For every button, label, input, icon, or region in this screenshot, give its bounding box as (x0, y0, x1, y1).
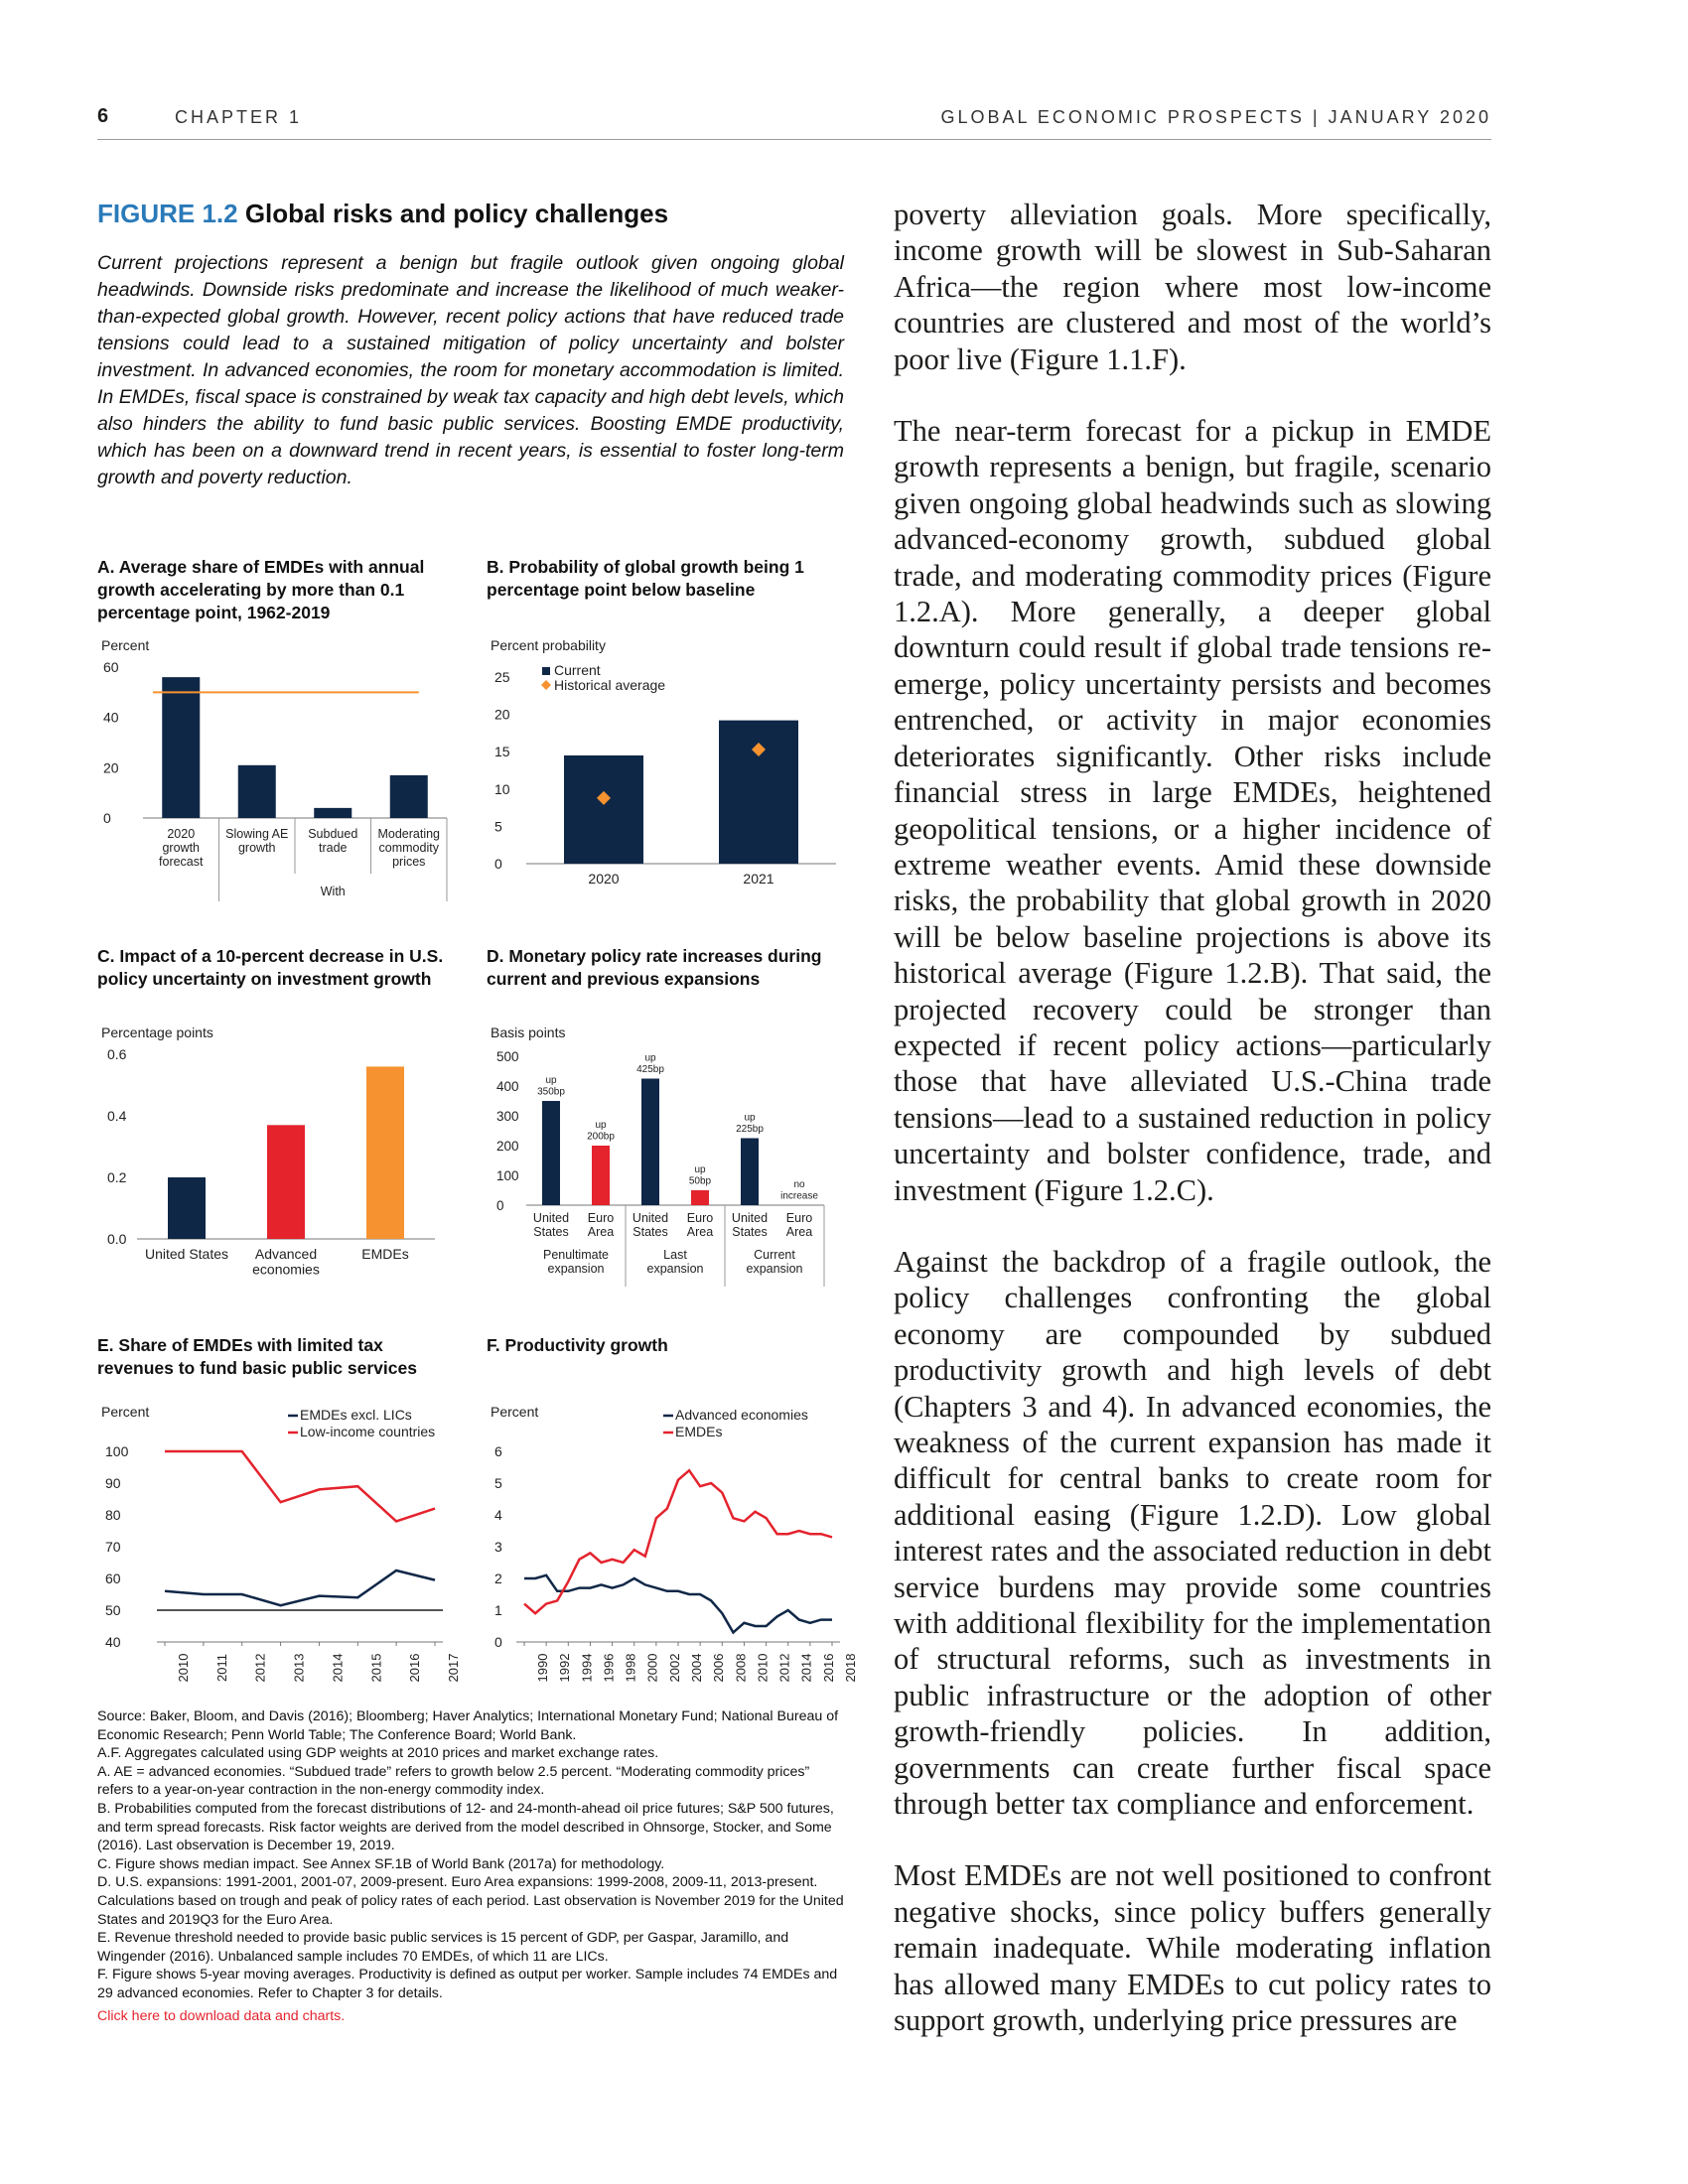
y-tick-label: 80 (105, 1507, 121, 1523)
x-tick-label: 1992 (557, 1653, 573, 1683)
y-tick-label: 200 (496, 1139, 519, 1154)
bar-current (719, 721, 798, 864)
x-tick-label: 2006 (711, 1653, 727, 1683)
y-tick-label: 500 (496, 1049, 519, 1064)
body-text (894, 197, 1491, 2075)
category-label: 2021 (743, 871, 774, 887)
group-label: Current expansion (746, 1248, 803, 1276)
note-c: C. Figure shows median impact. See Annex SF.1B of World Bank (2017a) for methodology. (97, 1855, 665, 1872)
bar (168, 1177, 206, 1239)
y-tick-label: 0 (496, 1198, 504, 1213)
x-tick-label: 2000 (644, 1653, 660, 1683)
x-tick-label: 2011 (213, 1654, 229, 1682)
x-tick-label: 2012 (776, 1653, 792, 1683)
category-label: 2020 (588, 871, 620, 887)
note-source: Source: Baker, Bloom, and Davis (2016); Bloomberg; Haver Analytics; International Monetary Fund; National Bureau of Economic Research; Penn World Table; The Conference Board; World Bank. (97, 1708, 839, 1743)
y-tick-label: 50 (105, 1602, 121, 1618)
category-label: Slowing AE growth (225, 827, 289, 855)
y-tick-label: 40 (105, 1634, 121, 1650)
group-label: Penultimate expansion (542, 1248, 610, 1276)
y-tick-label: 0.6 (107, 1046, 127, 1062)
x-tick-label: 1996 (601, 1653, 617, 1683)
bar (238, 765, 276, 818)
y-tick-label: 4 (494, 1507, 502, 1523)
unit-label: Percent probability (491, 637, 606, 653)
x-tick-label: 2010 (755, 1653, 771, 1683)
y-tick-label: 300 (496, 1109, 519, 1124)
category-label: Euro Area (686, 1211, 714, 1239)
paragraph: Against the backdrop of a fragile outlook, the policy challenges confronting the global economy are compounded by subdued productivity growth and high levels of debt (Chapters 3 and 4). In advanced economies, the weakness of the current expansion has made it difficult for central banks to create room for additional easing (Figure 1.2.D). Low global interest rates and the associated reduction in debt service burdens may provide some countries with additional flexibility for the implementation of structural reforms, such as investments in public infrastructure or the adoption of other growth-friendly policies. In addition, governments can create further fiscal space through better tax compliance and enforcement. (894, 1244, 1491, 1822)
y-tick-label: 60 (105, 1570, 121, 1586)
chart-b (487, 633, 844, 901)
category-label: Subdued trade (308, 827, 358, 855)
x-tick-label: 2016 (407, 1653, 423, 1683)
figure-intro: Current projections represent a benign but fragile outlook given ongoing global headwinds. Downside risks predominate and increase the likelihood of much weaker-than-expected global growth. However, recent policy actions that have reduced trade tensions could lead to a sustained mitigation of policy uncertainty and bolster investment. In advanced economies, the room for monetary accommodation is limited. In EMDEs, fiscal space is constrained by weak tax capacity and high debt levels, which also hinders the ability to fund basic public services. Boosting EMDE productivity, which has been on a downward trend in recent years, is essential to foster long-term growth and poverty reduction. (97, 252, 844, 488)
y-tick-label: 5 (494, 818, 502, 835)
figure-notes (97, 1707, 844, 2025)
download-link[interactable]: Click here to download data and charts. (97, 2007, 346, 2024)
unit-label: Percent (101, 1404, 150, 1420)
data-label: no increase (780, 1179, 818, 1202)
x-tick-label: 2012 (252, 1653, 268, 1683)
category-label: United States (144, 1246, 229, 1262)
y-tick-label: 70 (105, 1539, 121, 1555)
bar-current (564, 755, 643, 864)
y-tick-label: 100 (496, 1168, 519, 1183)
chart-d (487, 1021, 844, 1289)
data-label: up 225bp (736, 1112, 764, 1135)
category-label: EMDEs (361, 1246, 409, 1262)
chart-f (487, 1400, 858, 1698)
legend-label: EMDEs excl. LICs (300, 1407, 412, 1423)
unit-label: Percent (491, 1404, 539, 1420)
bar (366, 1066, 404, 1239)
legend-label: EMDEs (675, 1424, 723, 1439)
y-tick-label: 100 (105, 1443, 129, 1459)
y-tick-label: 0.0 (107, 1231, 127, 1247)
panel-a-title: A. Average share of EMDEs with annual growth accelerating by more than 0.1 percentage point, 1962-2019 (97, 557, 425, 622)
y-tick-label: 40 (103, 709, 119, 726)
note-f: F. Figure shows 5-year moving averages. Productivity is defined as output per worker. Sample includes 74 EMDEs and 29 advanced economies. Refer to Chapter 3 for details. (97, 1967, 838, 2001)
figure-title (97, 199, 668, 229)
y-tick-label: 0.2 (107, 1169, 127, 1185)
category-label: United States (632, 1211, 669, 1239)
series-line (165, 1570, 435, 1605)
category-label: Euro Area (785, 1211, 813, 1239)
publication-title: GLOBAL ECONOMIC PROSPECTS | JANUARY 2020 (940, 107, 1491, 127)
y-tick-label: 60 (103, 659, 119, 675)
x-tick-label: 2010 (176, 1653, 191, 1683)
bar (691, 1190, 709, 1205)
chart-c (97, 1021, 455, 1289)
y-tick-label: 400 (496, 1079, 519, 1094)
paragraph: The near-term forecast for a pickup in EMDE growth represents a benign, but fragile, scenario given ongoing global headwinds such as slowing advanced-economy growth, subdued global trade, and moderating commodity prices (Figure 1.2.A). More generally, a deeper global downturn could result if global trade tensions re-emerge, policy uncertainty persists and becomes entrenched, or activity in major economies deteriorates significantly. Other risks include financial stress in large EMDEs, heightened geopolitical tensions, or a higher incidence of extreme weather events. Amid these downside risks, the probability that global growth in 2020 will be below baseline projections is above its historical average (Figure 1.2.B). That said, the projected recovery could be stronger than expected if recent policy actions—particularly those that have alleviated U.S.-China trade tensions—lead to a sustained reduction in policy uncertainty and bolster confidence, trade, and investment (Figure 1.2.C). (894, 414, 1491, 1207)
note-af: A.F. Aggregates calculated using GDP weights at 2010 prices and market exchange rates. (97, 1745, 659, 1762)
x-tick-label: 2016 (820, 1653, 836, 1683)
y-tick-label: 5 (494, 1475, 502, 1491)
y-tick-label: 90 (105, 1475, 121, 1491)
y-tick-label: 2 (494, 1570, 502, 1586)
legend-label-historical: Historical average (554, 677, 666, 693)
data-label: up 350bp (537, 1075, 565, 1098)
panel-b-title: B. Probability of global growth being 1 percentage point below baseline (487, 557, 804, 600)
bar (542, 1101, 560, 1205)
unit-label: Percentage points (101, 1024, 213, 1040)
y-tick-label: 25 (494, 669, 510, 685)
category-label: Moderating commodity prices (377, 827, 441, 869)
x-tick-label: 1994 (579, 1653, 595, 1683)
legend-label: Low-income countries (300, 1424, 436, 1439)
chart-e (97, 1400, 461, 1698)
note-d: D. U.S. expansions: 1991-2001, 2001-07, 2009-present. Euro Area expansions: 1999-2008, 2009-11, 2013-present. Calculations based on trough and peak of policy rates of each period. Last observation is November 2019 for the United States and 2019Q3 for the Euro Area. (97, 1874, 844, 1928)
category-label: Euro Area (587, 1211, 615, 1239)
x-tick-label: 2014 (798, 1653, 814, 1683)
y-tick-label: 20 (494, 706, 510, 723)
group-label: Last expansion (646, 1248, 704, 1276)
data-label: up 200bp (587, 1120, 615, 1143)
group-label: With (320, 885, 346, 898)
x-tick-label: 2015 (368, 1653, 384, 1683)
x-tick-label: 2004 (689, 1653, 704, 1683)
x-tick-label: 1998 (623, 1653, 638, 1683)
bar (641, 1079, 659, 1206)
chapter-label: CHAPTER 1 (175, 107, 303, 127)
bar (390, 775, 428, 818)
note-a: A. AE = advanced economies. “Subdued trade” refers to growth below 2.5 percent. “Moderating commodity prices” refers to a year-on-year contraction in the non-energy commodity index. (97, 1763, 810, 1799)
page-number: 6 (97, 105, 109, 127)
bar (314, 808, 352, 818)
x-tick-label: 2008 (733, 1653, 749, 1683)
note-b: B. Probabilities computed from the forecast distributions of 12- and 24-month-ahead oil price futures; S&P 500 futures, and term spread forecasts. Risk factor weights are derived from the model described in Ohnsorge, Stocker, and Some (2016). Last observation is December 19, 2019. (97, 1800, 834, 1854)
y-tick-label: 20 (103, 759, 119, 776)
y-tick-label: 1 (494, 1602, 502, 1618)
category-label: United States (731, 1211, 769, 1239)
figure-number: FIGURE 1.2 (97, 199, 238, 228)
x-tick-label: 2014 (330, 1653, 346, 1683)
y-tick-label: 15 (494, 744, 510, 760)
category-label: Advanced economies (252, 1246, 320, 1278)
x-tick-label: 2017 (446, 1653, 461, 1683)
page-header (97, 105, 1491, 140)
paragraph: poverty alleviation goals. More specifically, income growth will be slowest in Sub-Saharan Africa—the region where most low-income countries are clustered and most of the world’s poor live (Figure 1.1.F). (894, 198, 1491, 376)
legend-label: Advanced economies (675, 1407, 808, 1423)
y-tick-label: 0 (103, 810, 111, 826)
bar (267, 1125, 305, 1239)
y-tick-label: 0 (494, 1634, 502, 1650)
note-e: E. Revenue threshold needed to provide basic public services is 15 percent of GDP, per Gaspar, Jaramillo, and Wingender (2016). Unbalanced sample includes 70 EMDEs, of which 11 are LICs. (97, 1930, 789, 1965)
y-tick-label: 0 (494, 856, 502, 872)
legend-swatch-current (542, 667, 550, 675)
panel-e-title: E. Share of EMDEs with limited tax revenues to fund basic public services (97, 1335, 417, 1378)
x-tick-label: 2002 (666, 1653, 682, 1683)
unit-label: Basis points (491, 1024, 566, 1040)
bar (741, 1139, 759, 1206)
y-tick-label: 0.4 (107, 1108, 127, 1124)
figure-title-text: Global risks and policy challenges (244, 199, 669, 228)
y-tick-label: 10 (494, 780, 510, 797)
series-line (165, 1451, 435, 1521)
paragraph: Most EMDEs are not well positioned to confront negative shocks, since policy buffers generally remain inadequate. While moderating inflation has allowed many EMDEs to cut policy rates to support growth, underlying price pressures are (894, 1858, 1491, 2038)
category-label: 2020 growth forecast (159, 827, 204, 869)
legend-marker-historical (541, 680, 551, 690)
panel-d-title: D. Monetary policy rate increases during current and previous expansions (487, 946, 822, 989)
bar (592, 1146, 610, 1205)
y-tick-label: 3 (494, 1539, 502, 1555)
legend-label-current: Current (554, 662, 601, 678)
data-label: up 425bp (636, 1052, 664, 1075)
x-tick-label: 2018 (843, 1653, 858, 1683)
bar (162, 677, 200, 818)
x-tick-label: 2013 (291, 1653, 307, 1683)
series-line (524, 1575, 832, 1633)
unit-label: Percent (101, 637, 150, 653)
chart-a (97, 633, 455, 901)
panel-f-title: F. Productivity growth (487, 1335, 668, 1355)
panel-c-title: C. Impact of a 10-percent decrease in U.S. policy uncertainty on investment growth (97, 946, 444, 989)
data-label: up 50bp (688, 1164, 712, 1187)
x-tick-label: 1990 (535, 1653, 550, 1683)
y-tick-label: 6 (494, 1443, 502, 1459)
category-label: United States (532, 1211, 570, 1239)
